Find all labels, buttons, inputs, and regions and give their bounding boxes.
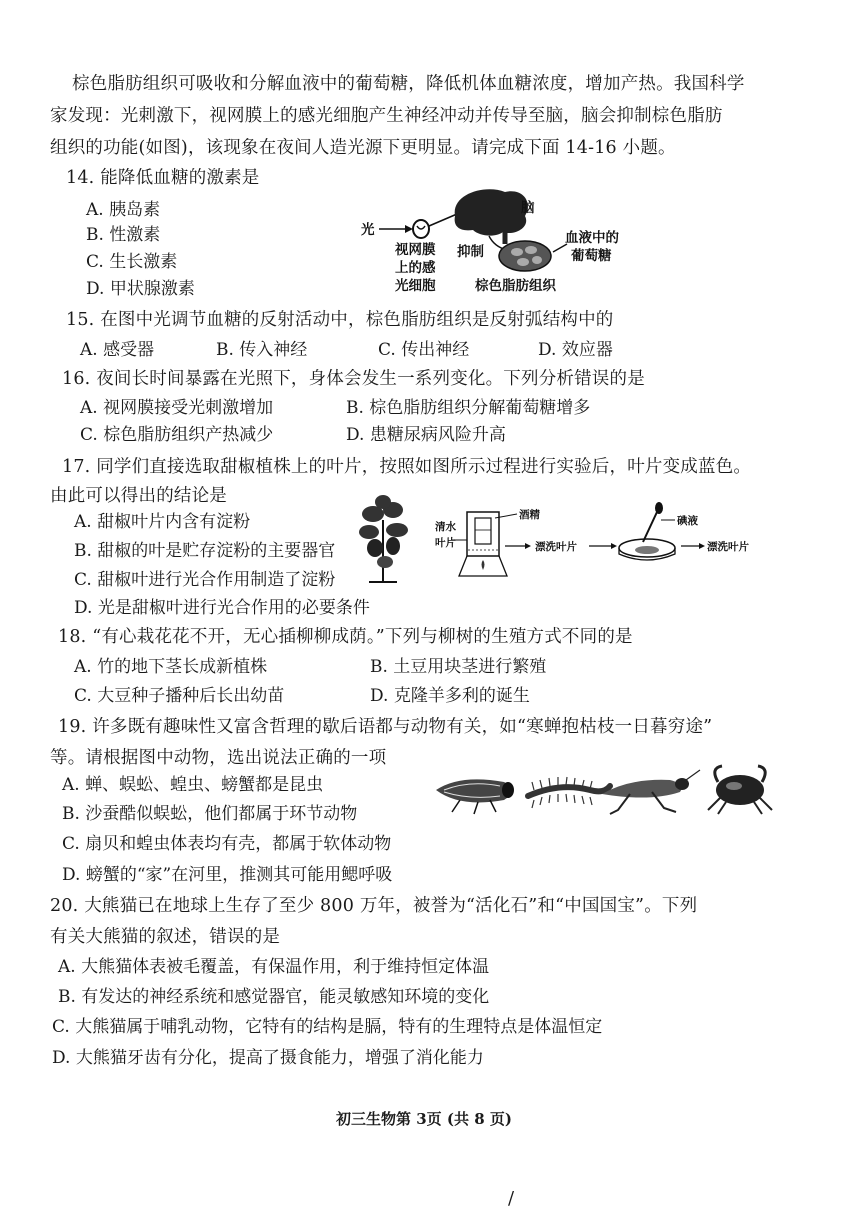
q18-option-d: D. 克隆羊多利的诞生 xyxy=(370,686,530,706)
q17-stem-2: 由此可以得出的结论是 xyxy=(50,486,227,506)
fig-label-rinse-1: 漂洗叶片 xyxy=(535,541,577,553)
fig-label-brain: 脑 xyxy=(521,200,535,216)
fig-label-retina-1: 视网膜 xyxy=(395,242,436,258)
q14-option-c: C. 生长激素 xyxy=(86,252,178,272)
q14-option-b: B. 性激素 xyxy=(86,225,161,245)
retina-eye-icon xyxy=(413,220,429,238)
fig-label-retina-2: 上的感 xyxy=(395,260,436,276)
fig-label-leaf: 叶片 xyxy=(435,537,456,549)
q19-option-a: A. 蝉、蜈蚣、蝗虫、螃蟹都是昆虫 xyxy=(62,775,324,795)
q14-stem: 14. 能降低血糖的激素是 xyxy=(66,168,260,188)
q15-option-c: C. 传出神经 xyxy=(378,340,470,360)
q16-option-b: B. 棕色脂肪组织分解葡萄糖增多 xyxy=(346,398,591,418)
fig-label-blood-2: 葡萄糖 xyxy=(571,248,612,264)
animals-figure xyxy=(430,760,780,820)
q17-option-b: B. 甜椒的叶是贮存淀粉的主要器官 xyxy=(74,541,336,561)
q20-stem-2: 有关大熊猫的叙述，错误的是 xyxy=(50,927,281,947)
fig-label-light: 光 xyxy=(361,222,375,238)
starch-experiment-figure xyxy=(355,490,775,590)
q18-stem: 18. “有心栽花花不开，无心插柳柳成荫。”下列与柳树的生殖方式不同的是 xyxy=(58,627,633,647)
water-bath-beaker-icon xyxy=(459,512,507,576)
q19-stem-1: 19. 许多既有趣味性又富含哲理的歇后语都与动物有关，如“寒蝉抱枯枝一日暮穷途” xyxy=(58,717,713,737)
q15-option-b: B. 传入神经 xyxy=(216,340,308,360)
fig-label-iodine: 碘液 xyxy=(677,515,698,527)
pepper-plant-icon xyxy=(359,495,408,582)
page-footer: 初三生物第 3页 (共 8 页) xyxy=(336,1110,512,1128)
pen-mark: / xyxy=(508,1188,515,1209)
intro-line-2: 家发现：光刺激下，视网膜上的感光细胞产生神经冲动并传导至脑，脑会抑制棕色脂肪 xyxy=(50,106,723,126)
q17-option-a: A. 甜椒叶片内含有淀粉 xyxy=(74,512,251,532)
q19-option-b: B. 沙蚕酷似蜈蚣，他们都属于环节动物 xyxy=(62,804,358,824)
q20-stem-1: 20. 大熊猫已在地球上生存了至少 800 万年，被誉为“活化石”和“中国国宝”。下列 xyxy=(50,896,698,916)
q19-option-d: D. 螃蟹的“家”在河里，推测其可能用鳃呼吸 xyxy=(62,865,393,885)
brown-fat-tissue-icon xyxy=(499,241,551,271)
q20-option-a: A. 大熊猫体表被毛覆盖，有保温作用，利于维持恒定体温 xyxy=(58,957,490,977)
q15-option-d: D. 效应器 xyxy=(538,340,613,360)
q16-option-d: D. 患糖尿病风险升高 xyxy=(346,425,506,445)
q20-option-b: B. 有发达的神经系统和感觉器官，能灵敏感知环境的变化 xyxy=(58,987,490,1007)
intro-line-3: 组织的功能(如图)，该现象在夜间人造光源下更明显。请完成下面 14-16 小题。 xyxy=(50,138,676,158)
q14-option-d: D. 甲状腺激素 xyxy=(86,279,195,299)
crab-icon xyxy=(708,766,772,814)
q18-option-b: B. 土豆用块茎进行繁殖 xyxy=(370,657,547,677)
fig-label-rinse-2: 漂洗叶片 xyxy=(707,541,749,553)
q14-option-a: A. 胰岛素 xyxy=(86,200,161,220)
fig-label-alcohol: 酒精 xyxy=(519,509,540,521)
q18-option-c: C. 大豆种子播种后长出幼苗 xyxy=(74,686,285,706)
fig-label-blood-1: 血液中的 xyxy=(565,230,619,246)
q20-option-d: D. 大熊猫牙齿有分化，提高了摄食能力，增强了消化能力 xyxy=(52,1048,484,1068)
locust-icon xyxy=(602,770,700,814)
q15-stem: 15. 在图中光调节血糖的反射活动中，棕色脂肪组织是反射弧结构中的 xyxy=(66,310,614,330)
fig-label-water: 清水 xyxy=(435,521,456,533)
petri-dish-dropper-icon xyxy=(619,502,675,560)
q19-option-c: C. 扇贝和蝗虫体表均有壳，都属于软体动物 xyxy=(62,834,392,854)
q20-option-c: C. 大熊猫属于哺乳动物，它特有的结构是膈，特有的生理特点是体温恒定 xyxy=(52,1017,603,1037)
q17-stem-1: 17. 同学们直接选取甜椒植株上的叶片，按照如图所示过程进行实验后，叶片变成蓝色。 xyxy=(62,457,752,477)
fig-label-retina-3: 光细胞 xyxy=(395,278,436,294)
cicada-icon xyxy=(436,779,514,814)
fig-label-brown-fat: 棕色脂肪组织 xyxy=(475,278,556,294)
q17-option-c: C. 甜椒叶进行光合作用制造了淀粉 xyxy=(74,570,336,590)
intro-line-1: 棕色脂肪组织可吸收和分解血液中的葡萄糖，降低机体血糖浓度，增加产热。我国科学 xyxy=(72,74,745,94)
q18-option-a: A. 竹的地下茎长成新植株 xyxy=(74,657,268,677)
q16-stem: 16. 夜间长时间暴露在光照下，身体会发生一系列变化。下列分析错误的是 xyxy=(62,369,645,389)
fig-label-inhibit: 抑制 xyxy=(457,244,484,260)
centipede-icon xyxy=(528,777,610,808)
brain-icon xyxy=(455,189,528,244)
q19-stem-2: 等。请根据图中动物，选出说法正确的一项 xyxy=(50,748,387,768)
q15-option-a: A. 感受器 xyxy=(80,340,155,360)
q16-option-c: C. 棕色脂肪组织产热减少 xyxy=(80,425,274,445)
light-regulation-figure xyxy=(355,186,655,296)
q16-option-a: A. 视网膜接受光刺激增加 xyxy=(80,398,274,418)
q17-option-d: D. 光是甜椒叶进行光合作用的必要条件 xyxy=(74,598,370,618)
